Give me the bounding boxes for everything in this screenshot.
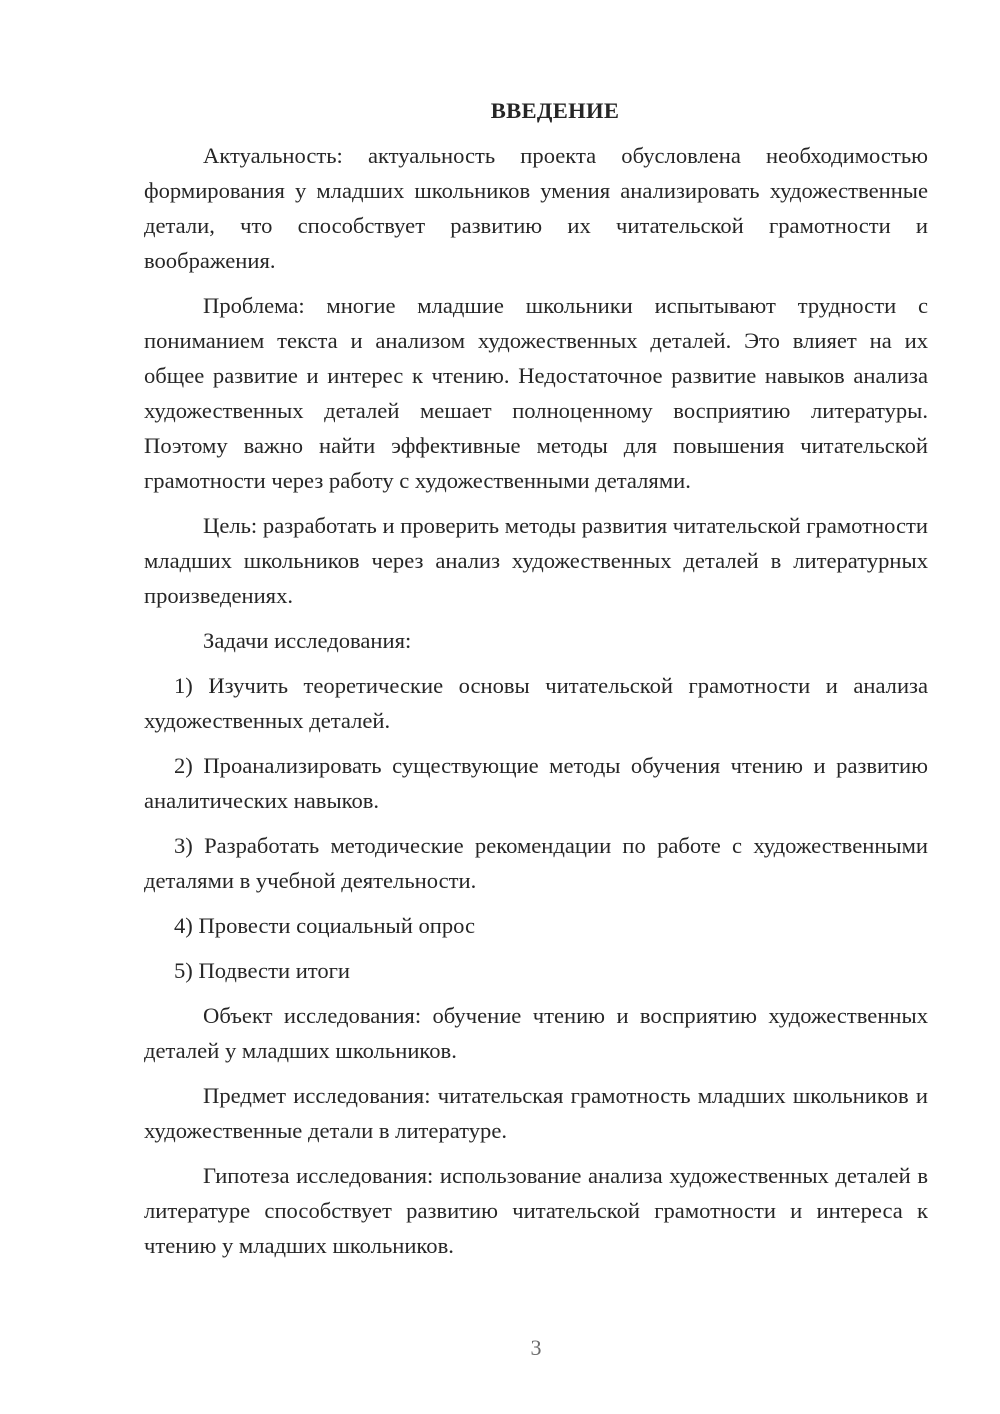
- paragraph-relevance: Актуальность: актуальность проекта обусловлена необходимостью формирования у младших школьников умения анализировать художественные детали, что способствует развитию их читательской грамотности и воображения.: [144, 143, 928, 273]
- page-content: [144, 93, 928, 1273]
- task-item-5: 5) Подвести итоги: [174, 958, 351, 983]
- paragraph-tasks-heading: Задачи исследования:: [203, 628, 412, 653]
- section-title: ВВЕДЕНИЕ: [490, 98, 620, 123]
- paragraph-object: Объект исследования: обучение чтению и восприятию художественных деталей у младших школьников.: [144, 1003, 928, 1063]
- paragraph-hypothesis: Гипотеза исследования: использование анализа художественных деталей в литературе способствует развитию читательской грамотности и интереса к чтению у младших школьников.: [144, 1163, 928, 1258]
- paragraph-goal: Цель: разработать и проверить методы развития читательской грамотности младших школьников через анализ художественных деталей в литературных произведениях.: [144, 513, 928, 608]
- paragraph-subject: Предмет исследования: читательская грамотность младших школьников и художественные детали в литературе.: [144, 1083, 928, 1143]
- page-number: 3: [530, 1335, 542, 1360]
- task-item-3: 3) Разработать методические рекомендации по работе с художественными деталями в учебной деятельности.: [144, 833, 928, 893]
- task-item-4: 4) Провести социальный опрос: [174, 913, 476, 938]
- paragraph-problem: Проблема: многие младшие школьники испытывают трудности с пониманием текста и анализом художественных деталей. Это влияет на их общее развитие и интерес к чтению. Недостаточное развитие навыков анализа художественных деталей мешает полноценному восприятию литературы. Поэтому важно найти эффективные методы для повышения читательской грамотности через работу с художественными деталями.: [144, 293, 928, 493]
- task-item-2: 2) Проанализировать существующие методы обучения чтению и развитию аналитических навыков.: [144, 753, 928, 813]
- task-item-1: 1) Изучить теоретические основы читательской грамотности и анализа художественных деталей.: [144, 673, 928, 733]
